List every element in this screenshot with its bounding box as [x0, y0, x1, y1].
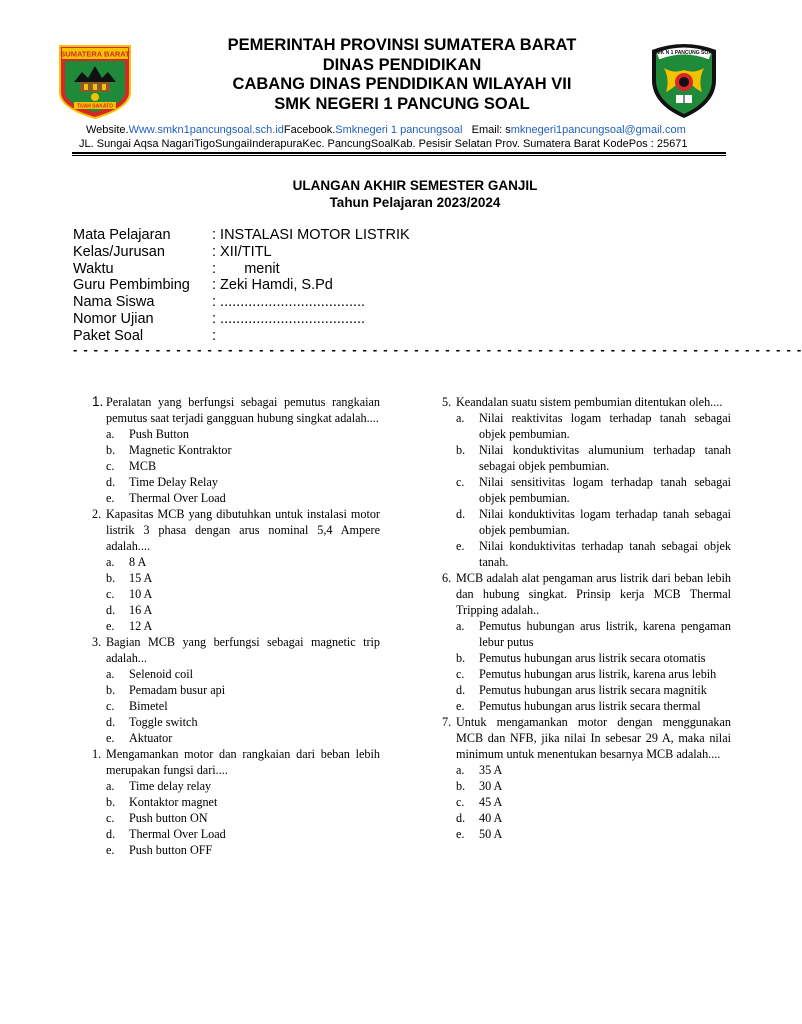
- identity-label: Guru Pembimbing: [73, 277, 190, 294]
- question-number: 7.: [442, 715, 452, 729]
- option-text: 15 A: [129, 571, 153, 585]
- option-letter: e.: [106, 843, 115, 857]
- answer-option: [456, 698, 731, 714]
- answer-option: [106, 458, 380, 474]
- option-letter: b.: [106, 795, 116, 809]
- answer-option: [106, 826, 380, 842]
- answer-option: [106, 618, 380, 634]
- answer-option: [106, 810, 380, 826]
- question-text: Mengamankan motor dan rangkaian dari beban lebih merupakan fungsi dari....: [106, 747, 380, 777]
- identity-label: Waktu: [73, 260, 114, 277]
- question-number: 2.: [92, 507, 102, 521]
- option-text: 50 A: [479, 827, 503, 841]
- answer-option: [106, 602, 380, 618]
- option-letter: e.: [106, 619, 115, 633]
- option-text: 45 A: [479, 795, 503, 809]
- option-text: Bimetel: [129, 699, 168, 713]
- exam-title-block: [120, 177, 710, 211]
- letterhead-line-4: SMK NEGERI 1 PANCUNG SOAL: [274, 94, 530, 113]
- option-text: Pemutus hubungan arus listrik, karena arus lebih: [479, 667, 717, 681]
- question-item: [78, 746, 380, 858]
- option-text: Time Delay Relay: [129, 475, 218, 489]
- identity-row: [73, 277, 723, 294]
- question-item: [428, 570, 731, 714]
- website-link[interactable]: Www.smkn1pancungsoal.sch.id: [128, 124, 284, 136]
- answer-option: [106, 698, 380, 714]
- answer-option: [456, 794, 731, 810]
- email-link[interactable]: mknegeri1pancungsoal@gmail.com: [510, 124, 686, 136]
- question-item: [78, 506, 380, 634]
- option-text: Pemutus hubungan arus listrik secara thermal: [479, 699, 701, 713]
- option-letter: d.: [106, 827, 116, 841]
- option-letter: b.: [456, 651, 466, 665]
- identity-row: [73, 261, 723, 278]
- question-text: Peralatan yang berfungsi sebagai pemutus rangkaian pemutus saat terjadi gangguan hubung singkat adalah....: [106, 395, 380, 425]
- answer-option: [456, 410, 731, 442]
- answer-option: [106, 426, 380, 442]
- option-text: Thermal Over Load: [129, 827, 226, 841]
- identity-value: : XII/TITL: [212, 243, 272, 260]
- question-number: 1.: [92, 394, 104, 409]
- contact-line: [86, 124, 746, 137]
- option-text: Time delay relay: [129, 779, 212, 793]
- option-text: MCB: [129, 459, 157, 473]
- letterhead-line-1: PEMERINTAH PROVINSI SUMATERA BARAT: [227, 36, 577, 54]
- separator-line: - - - - - - - - - - - - - - - - - - - - - - - - - - - - - - - - - - - - - - - - - - - - - - - - - - - - - - - - - - - - - - - - - - - - - - -: [73, 342, 802, 357]
- option-letter: c.: [106, 459, 115, 473]
- option-text: Aktuator: [129, 731, 173, 745]
- answer-option: [106, 554, 380, 570]
- website-label: Website.: [86, 124, 129, 136]
- answer-option: [106, 682, 380, 698]
- option-text: 10 A: [129, 587, 153, 601]
- option-letter: c.: [456, 475, 465, 489]
- identity-label: Kelas/Jurusan: [73, 243, 165, 260]
- option-text: 30 A: [479, 779, 503, 793]
- answer-option: [106, 442, 380, 458]
- option-text: 16 A: [129, 603, 153, 617]
- option-letter: a.: [456, 619, 465, 633]
- logo-right-title: SMK N 1 PANCUNG SOAL: [653, 50, 715, 56]
- option-letter: c.: [106, 811, 115, 825]
- identity-label: Nomor Ujian: [73, 310, 154, 327]
- identity-label: Paket Soal: [73, 327, 144, 344]
- answer-option: [456, 826, 731, 842]
- logo-left-motto: TUAH SAKATO: [77, 103, 113, 110]
- option-letter: b.: [106, 571, 116, 585]
- question-number: 1.: [92, 747, 102, 761]
- question-item: [78, 634, 380, 746]
- identity-value: : ....................................: [212, 310, 366, 327]
- option-letter: b.: [456, 779, 466, 793]
- option-text: Nilai konduktivitas terhadap tanah sebagai objek tanah.: [479, 539, 731, 569]
- letterhead-line-3: CABANG DINAS PENDIDIKAN WILAYAH VII: [232, 75, 572, 93]
- option-text: Pemutus hubungan arus listrik secara magnitik: [479, 683, 707, 697]
- questions-left-column: [78, 394, 380, 858]
- answer-options: [456, 618, 731, 714]
- option-letter: c.: [106, 699, 115, 713]
- answer-option: [456, 810, 731, 826]
- answer-option: [456, 538, 731, 570]
- identity-row: [73, 227, 723, 244]
- option-letter: b.: [456, 443, 466, 457]
- option-letter: d.: [456, 507, 466, 521]
- option-letter: d.: [106, 475, 116, 489]
- option-text: Selenoid coil: [129, 667, 193, 681]
- option-letter: e.: [456, 827, 465, 841]
- identity-value: : INSTALASI MOTOR LISTRIK: [212, 227, 410, 243]
- question-text: MCB adalah alat pengaman arus listrik dari beban lebih dan hubung singkat. Prinsip kerja MCB Thermal Tripping adalah..: [456, 571, 731, 617]
- answer-option: [456, 682, 731, 698]
- answer-option: [106, 778, 380, 794]
- option-letter: c.: [106, 587, 115, 601]
- questions-right-column: [428, 394, 731, 842]
- option-text: 12 A: [129, 619, 153, 633]
- identity-row: [73, 311, 723, 328]
- answer-options: [456, 410, 731, 570]
- option-text: Nilai konduktivitas logam terhadap tanah sebagai objek pembumian.: [479, 507, 731, 537]
- option-letter: c.: [456, 795, 465, 809]
- option-letter: b.: [106, 683, 116, 697]
- identity-table: [73, 227, 723, 345]
- question-item: [428, 394, 731, 570]
- option-letter: e.: [456, 539, 465, 553]
- answer-option: [106, 474, 380, 490]
- letterhead-line-2: DINAS PENDIDIKAN: [322, 55, 482, 74]
- letterhead-divider: [72, 152, 726, 154]
- option-letter: e.: [106, 491, 115, 505]
- email-prefix: s: [505, 124, 511, 136]
- option-letter: d.: [456, 811, 466, 825]
- answer-option: [106, 842, 380, 858]
- answer-option: [106, 714, 380, 730]
- letterhead: [150, 36, 654, 114]
- answer-option: [106, 586, 380, 602]
- option-text: 35 A: [479, 763, 503, 777]
- answer-option: [106, 666, 380, 682]
- letterhead-divider-thin: [72, 155, 726, 156]
- option-letter: d.: [456, 683, 466, 697]
- option-text: Toggle switch: [129, 715, 198, 729]
- answer-option: [456, 618, 731, 650]
- option-text: Nilai reaktivitas logam terhadap tanah sebagai objek pembumian.: [479, 411, 731, 441]
- answer-option: [456, 762, 731, 778]
- identity-label: Nama Siswa: [73, 294, 155, 311]
- smk-school-logo: [644, 40, 724, 120]
- answer-options: [106, 666, 380, 746]
- identity-value: :: [212, 327, 217, 344]
- answer-options: [456, 762, 731, 842]
- answer-option: [456, 650, 731, 666]
- option-letter: a.: [456, 763, 465, 777]
- exam-title: ULANGAN AKHIR SEMESTER GANJIL: [292, 178, 538, 193]
- answer-option: [456, 778, 731, 794]
- identity-value: : ....................................: [212, 294, 366, 311]
- answer-options: [106, 554, 380, 634]
- answer-option: [456, 666, 731, 682]
- option-text: Push button ON: [129, 811, 208, 825]
- option-letter: c.: [456, 667, 465, 681]
- email-label: Email:: [471, 124, 506, 136]
- option-text: Pemadam busur api: [129, 683, 226, 697]
- answer-option: [106, 570, 380, 586]
- option-text: 40 A: [479, 811, 503, 825]
- identity-row: [73, 294, 723, 311]
- address-line: JL. Sungai Aqsa NagariTigoSungaiInderapuraKec. PancungSoalKab. Pesisir Selatan Prov. Sumatera Barat KodePos : 25671: [79, 138, 688, 150]
- question-text: Kapasitas MCB yang dibutuhkan untuk instalasi motor listrik 3 phasa dengan arus nominal 5,4 Ampere adalah....: [106, 507, 380, 553]
- answer-option: [456, 474, 731, 506]
- identity-row: [73, 244, 723, 261]
- facebook-label: Facebook.: [283, 124, 336, 136]
- question-number: 3.: [92, 635, 102, 649]
- answer-option: [106, 794, 380, 810]
- option-text: 8 A: [129, 555, 147, 569]
- option-text: Nilai sensitivitas logam terhadap tanah sebagai objek pembumian.: [479, 475, 731, 505]
- identity-value: : menit: [212, 260, 280, 277]
- option-text: Kontaktor magnet: [129, 795, 218, 809]
- question-item: [78, 394, 380, 506]
- option-letter: a.: [106, 667, 115, 681]
- answer-option: [456, 442, 731, 474]
- answer-option: [106, 730, 380, 746]
- facebook-link[interactable]: Smknegeri 1 pancungsoal: [335, 124, 463, 136]
- question-text: Untuk mengamankan motor dengan menggunakan MCB dan NFB, jika nilai In sebesar 29 A, maka nilai minimum untuk menentukan besarnya MCB adalah....: [456, 715, 731, 761]
- option-letter: a.: [106, 427, 115, 441]
- option-text: Push button OFF: [129, 843, 213, 857]
- option-letter: a.: [456, 411, 465, 425]
- option-text: Pemutus hubungan arus listrik, karena pengaman lebur putus: [479, 619, 731, 649]
- option-letter: e.: [106, 731, 115, 745]
- question-item: [428, 714, 731, 842]
- question-text: Keandalan suatu sistem pembumian ditentukan oleh....: [456, 395, 723, 409]
- answer-options: [106, 426, 380, 506]
- option-letter: d.: [106, 715, 116, 729]
- question-number: 5.: [442, 395, 452, 409]
- sumatera-barat-logo: [56, 42, 134, 120]
- answer-option: [456, 506, 731, 538]
- option-letter: e.: [456, 699, 465, 713]
- identity-label: Mata Pelajaran: [73, 227, 171, 243]
- option-letter: a.: [106, 779, 115, 793]
- logo-left-title: SUMATERA BARAT: [60, 49, 130, 59]
- answer-option: [106, 490, 380, 506]
- identity-value: : Zeki Hamdi, S.Pd: [212, 277, 333, 294]
- option-text: Nilai konduktivitas alumunium terhadap tanah sebagai objek pembumian.: [479, 443, 731, 473]
- option-letter: d.: [106, 603, 116, 617]
- option-letter: b.: [106, 443, 116, 457]
- option-text: Pemutus hubungan arus listrik secara otomatis: [479, 651, 706, 665]
- option-letter: a.: [106, 555, 115, 569]
- option-text: Magnetic Kontraktor: [129, 443, 232, 457]
- answer-options: [106, 778, 380, 858]
- option-text: Push Button: [129, 427, 189, 441]
- question-number: 6.: [442, 571, 452, 585]
- option-text: Thermal Over Load: [129, 491, 226, 505]
- question-text: Bagian MCB yang berfungsi sebagai magnetic trip adalah...: [106, 635, 380, 665]
- exam-year: Tahun Pelajaran 2023/2024: [329, 195, 501, 210]
